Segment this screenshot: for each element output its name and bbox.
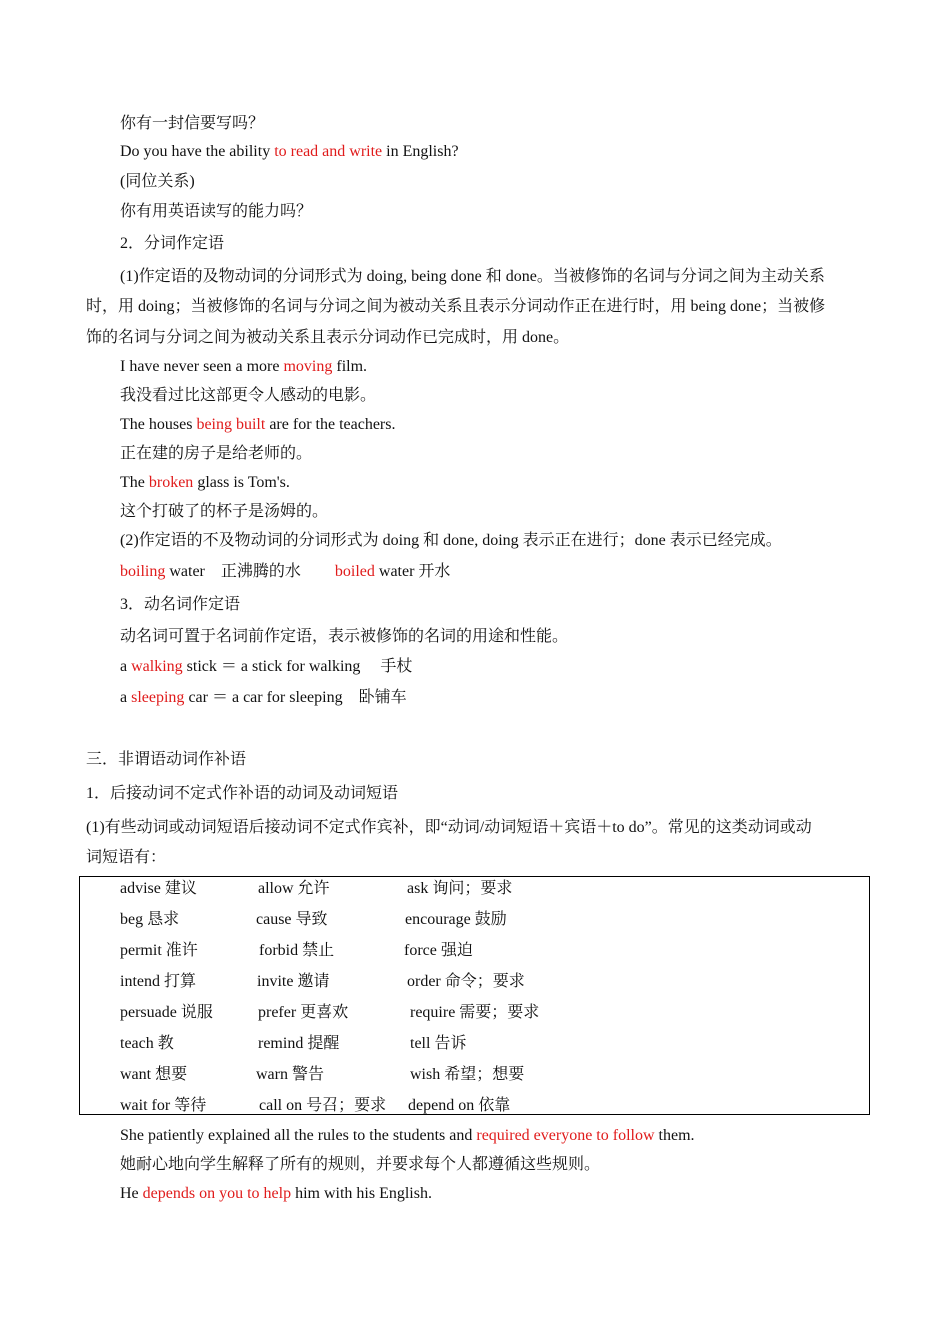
text: water 正沸腾的水 [165, 563, 301, 580]
example-sentence [120, 1128, 695, 1144]
text: a [120, 658, 132, 675]
table-cell: persuade 说服 [120, 1004, 213, 1021]
paragraph-line: (1)有些动词或动词短语后接动词不定式作宾补，即“动词/动词短语＋宾语＋to do”。常见的这类动词或动 [86, 819, 812, 836]
text: in English? [382, 143, 459, 160]
sentence-cn: 你有用英语读写的能力吗？ [120, 203, 313, 220]
highlight: to read and write [274, 143, 383, 160]
table-cell: cause 导致 [256, 911, 328, 928]
sentence-cn: 我没看过比这部更令人感动的电影。 [120, 387, 377, 404]
paragraph-line: 动名词可置于名词前作定语，表示被修饰的名词的用途和性能。 [120, 628, 569, 645]
text: a [120, 689, 132, 706]
note: (同位关系) [120, 173, 195, 190]
paragraph-line: 饰的名词与分词之间为被动关系且表示分词动作已完成时，用 done。 [86, 329, 570, 346]
text: The houses [120, 416, 197, 433]
paragraph-line: 词短语有： [86, 849, 167, 866]
table-cell: require 需要；要求 [410, 1004, 540, 1021]
table-cell: remind 提醒 [258, 1035, 340, 1052]
example-sentence [120, 144, 459, 160]
sentence-cn: 这个打破了的杯子是汤姆的。 [120, 503, 329, 520]
highlight: boiling [120, 563, 166, 580]
example-sentence [120, 1186, 432, 1202]
paragraph-line: 时，用 doing；当被修饰的名词与分词之间为被动关系且表示分词动作正在进行时，用 being done；当被修 [86, 298, 826, 315]
highlight: sleeping [131, 689, 185, 706]
table-cell: wait for 等待 [120, 1097, 207, 1114]
example-sentence [120, 359, 367, 375]
example-sentence [120, 417, 395, 433]
section-heading: 2．分词作定语 [120, 235, 225, 252]
part-heading: 三．非谓语动词作补语 [86, 751, 247, 768]
table-cell: ask 询问；要求 [407, 880, 513, 897]
text: him with his English. [291, 1185, 432, 1202]
table-cell: intend 打算 [120, 973, 196, 990]
example-phrase [120, 659, 412, 675]
text: Do you have the ability [120, 143, 275, 160]
text: are for the teachers. [265, 416, 396, 433]
table-cell: advise 建议 [120, 880, 197, 897]
paragraph-line: (1)作定语的及物动词的分词形式为 doing, being done 和 done。当被修饰的名词与分词之间为主动关系 [120, 268, 825, 285]
table-cell: wish 希望；想要 [410, 1066, 525, 1083]
text: car ＝ a car for sleeping 卧铺车 [184, 689, 407, 706]
sentence-cn: 她耐心地向学生解释了所有的规则，并要求每个人都遵循这些规则。 [120, 1156, 601, 1173]
sentence-cn: 你有一封信要写吗？ [120, 115, 265, 132]
highlight: required everyone to follow [476, 1127, 655, 1144]
table-cell: teach 教 [120, 1035, 174, 1052]
table-cell: encourage 鼓励 [405, 911, 507, 928]
highlight: depends on you to help [142, 1185, 292, 1202]
table-cell: call on 号召；要求 [259, 1097, 387, 1114]
section-heading: 3．动名词作定语 [120, 596, 241, 613]
table-cell: permit 准许 [120, 942, 198, 959]
table-cell: beg 恳求 [120, 911, 180, 928]
table-cell: want 想要 [120, 1066, 188, 1083]
text: The [120, 474, 149, 491]
highlight: being built [196, 416, 266, 433]
highlight: moving [283, 358, 333, 375]
table-cell: order 命令；要求 [407, 973, 525, 990]
highlight: walking [131, 658, 183, 675]
text: stick ＝ a stick for walking 手杖 [182, 658, 413, 675]
table-cell: forbid 禁止 [259, 942, 335, 959]
verb-table [79, 876, 870, 1115]
table-cell: tell 告诉 [410, 1035, 467, 1052]
text: film. [332, 358, 368, 375]
table-cell: prefer 更喜欢 [258, 1004, 349, 1021]
example-phrase [120, 690, 407, 706]
table-cell: invite 邀请 [257, 973, 330, 990]
text: them. [654, 1127, 695, 1144]
paragraph-line: (2)作定语的不及物动词的分词形式为 doing 和 done, doing 表示正在进行；done 表示已经完成。 [120, 532, 782, 549]
example-phrases [120, 564, 450, 580]
text: water 开水 [374, 563, 451, 580]
text: I have never seen a more [120, 358, 284, 375]
table-cell: allow 允许 [258, 880, 330, 897]
text: She patiently explained all the rules to the students and [120, 1127, 477, 1144]
example-sentence [120, 475, 290, 491]
text: He [120, 1185, 143, 1202]
table-cell: depend on 依靠 [408, 1097, 511, 1114]
table-cell: force 强迫 [404, 942, 473, 959]
table-cell: warn 警告 [256, 1066, 324, 1083]
section-heading: 1．后接动词不定式作补语的动词及动词短语 [86, 785, 399, 802]
highlight: boiled [334, 563, 375, 580]
highlight: broken [148, 474, 194, 491]
text: glass is Tom's. [193, 474, 290, 491]
sentence-cn: 正在建的房子是给老师的。 [120, 445, 313, 462]
